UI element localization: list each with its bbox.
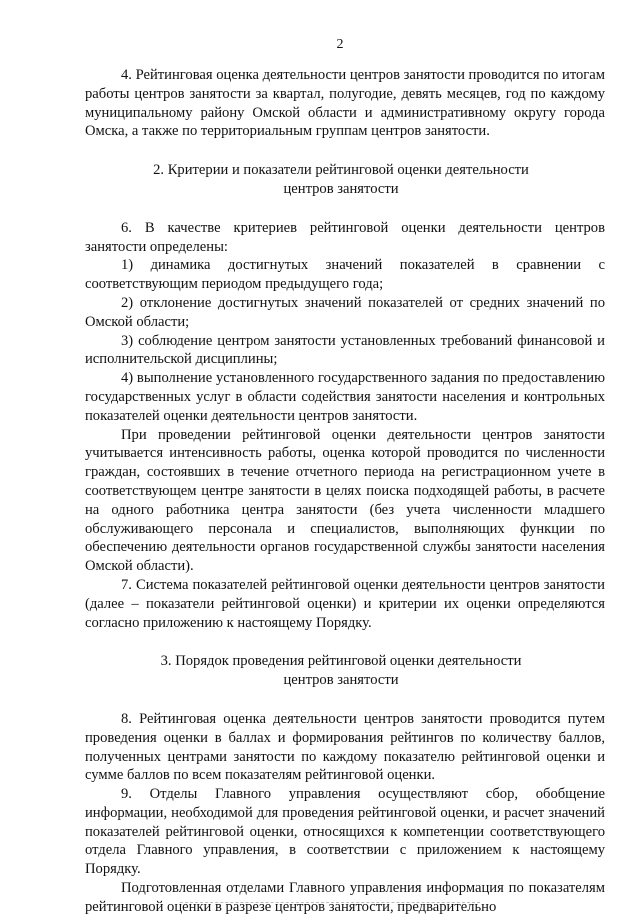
spacer (85, 632, 605, 652)
spacer (85, 690, 605, 710)
section-heading-line: центров занятости (283, 180, 399, 197)
section-heading-line: 2. Критерии и показатели рейтинговой оценки деятельности (153, 162, 529, 179)
paragraph-7: 7. Система показателей рейтинговой оценки деятельности центров занятости (далее – показатели рейтинговой оценки) и критерии их оценки определяются согласно приложению к настоящему Порядку. (85, 576, 605, 631)
paragraph-6: 6. В качестве критериев рейтинговой оценки деятельности центров занятости определены: (85, 219, 605, 255)
list-item-3: 3) соблюдение центром занятости установленных требований финансовой и исполнительской дисциплины; (85, 332, 605, 368)
paragraph-prepared-info: Подготовленная отделами Главного управления информация по показателям рейтинговой оценки в разрезе центров занятости, предварительно (85, 880, 605, 915)
paragraph-8: 8. Рейтинговая оценка деятельности центров занятости проводится путем проведения оценки в баллах и формирования рейтингов по количеству баллов, полученных центрами занятости по каждому показателю рейтинговой оценки и сумме баллов по всем показателям рейтинговой оценки. (85, 710, 605, 784)
section-heading-line: 3. Порядок проведения рейтинговой оценки деятельности (160, 653, 522, 670)
paragraph-intensity: При проведении рейтинговой оценки деятельности центров занятости учитывается интенсивность работы, оценка которой проводится по численности граждан, состоявших в течение отчетного периода на регистрационном учете в соответствующем центре занятости в целях поиска подходящей работы, в расчете на одного работника центра занятости (без учета численности младшего обслуживающего персонала и специалистов, выполняющих функции по обеспечению деятельности органов государственной службы занятости населения Омской области). (85, 426, 605, 575)
section-heading-3 (85, 652, 605, 690)
spacer (85, 141, 605, 161)
list-item-2: 2) отклонение достигнутых значений показателей от средних значений по Омской области; (85, 294, 605, 330)
spacer (85, 199, 605, 219)
scan-edge-line (180, 902, 480, 903)
section-heading-line: центров занятости (283, 672, 399, 689)
paragraph-4: 4. Рейтинговая оценка деятельности центров занятости проводится по итогам работы центров занятости за квартал, полугодие, девять месяцев, год по каждому муниципальному району Омской области и административному округу города Омска, а также по территориальным группам центров занятости. (85, 67, 605, 140)
list-item-1: 1) динамика достигнутых значений показателей в сравнении с соответствующим периодом предыдущего года; (85, 257, 605, 293)
paragraph-9: 9. Отделы Главного управления осуществляют сбор, обобщение информации, необходимой для проведения рейтинговой оценки, и расчет значений показателей рейтинговой оценки, относящихся к компетенции соответствующего отдела Главного управления, в соответствии с приложением к настоящему Порядку. (85, 786, 605, 878)
section-heading-2 (85, 161, 605, 199)
list-item-4: 4) выполнение установленного государственного задания по предоставлению государственных услуг в области содействия занятости населения и контрольных показателей оценки деятельности центров занятости. (85, 370, 605, 424)
page-number: 2 (336, 37, 344, 52)
